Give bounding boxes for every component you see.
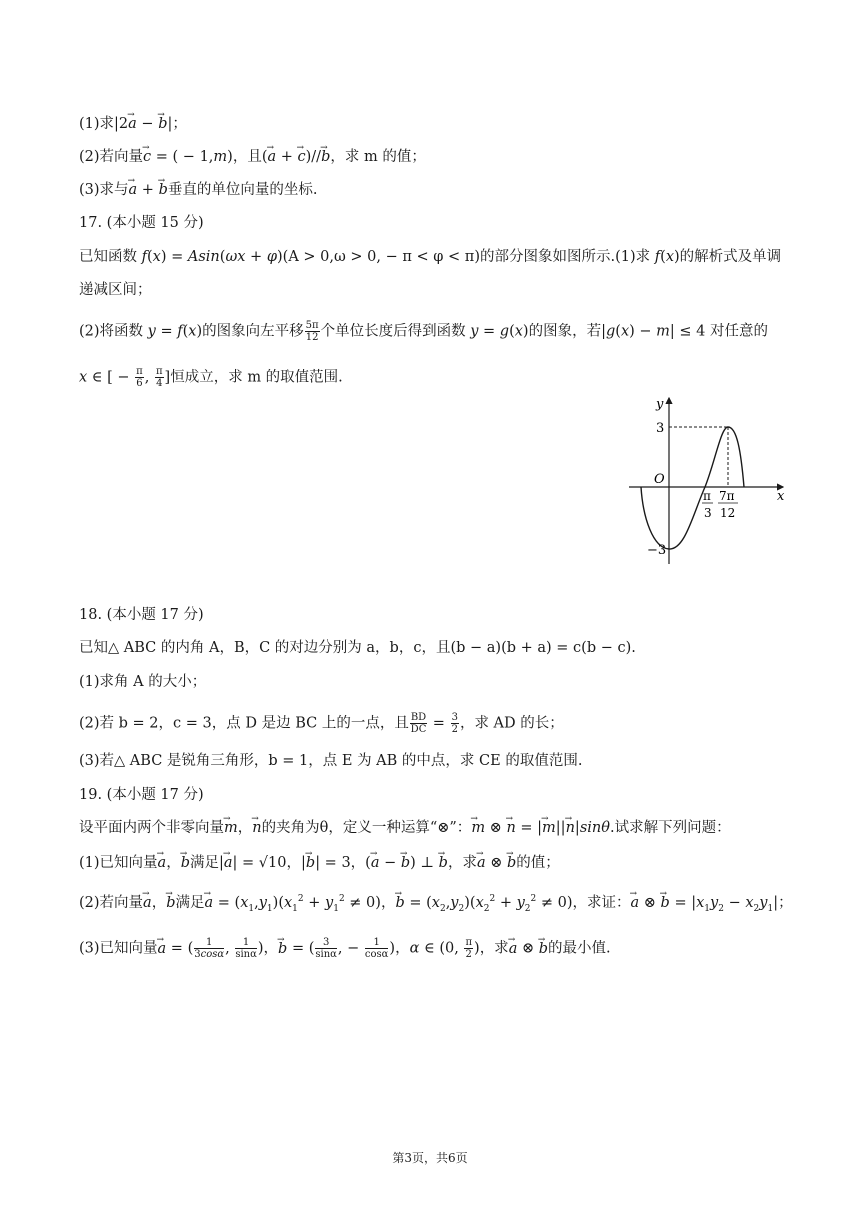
sine-curve [641,427,744,549]
q18-line3: (2)若 b = 2，c = 3，点 D 是边 BC 上的一点，且 $\frac{BD}{DC}$ = $\frac{3}{2}$ ，求 AD 的长； [79,712,564,735]
q17-line2: 递减区间； [79,282,152,298]
q19-line3: (2)若向量→ a，→ b满足→ $a = (x_1,y_1)(x_1^2 + y_1^2 \ne 0)$，→ $b = (x_2,y_2)(x_2^2 + y_2^2 \ne 0)$，求证：→ a ⊗ → $b = |x_1y_2 - x_2y_1|$； [79,893,793,913]
q19-line4: (3)已知向量→ a = ( $\frac{1}{3\cos\alpha}$ , $\frac{1}{\sin\alpha}$ )，→ b = ( $\frac{3}{\sin\alpha}$ , − $\frac{1}{\cos\alpha}$ )，α ∈ (0, $\frac{\pi}{2}$ )，求→ a ⊗ → b的最小值. [79,937,611,960]
q16-part2: (2)若向量→ c = ( − 1,m)，且(→ a + → c)//→ b，求 m 的值； [79,147,426,167]
page-footer: 第3页，共6页 [392,1151,468,1165]
y-axis-label: y [656,397,664,412]
q19-line1: 设平面内两个非零向量→ m，→ n的夹角为θ，定义一种运算“⊗”：→ m ⊗ → n = |→ m||→ n|sinθ.试求解下列问题： [79,818,731,838]
y-min-label: −3 [647,543,667,558]
q16-part3: (3)求与→ a + → b垂直的单位向量的坐标. [79,180,317,200]
x-axis-label: x [777,489,785,504]
origin-label: O [654,472,665,487]
q18-line4: (3)若△ ABC 是锐角三角形，b = 1，点 E 为 AB 的中点，求 CE 的取值范围. [79,753,583,769]
tick-pi-3-num: π [703,489,711,503]
q19-heading: 19. (本小题 17 分) [79,787,204,803]
q18-heading: 18. (本小题 17 分) [79,607,204,623]
q18-line2: (1)求角 A 的大小； [79,674,207,690]
q17-line1: 已知函数 f(x) = Asin(ωx + φ)(A > 0,ω > 0, − π < φ < π)的部分图象如图所示.(1)求 f(x)的解析式及单调 [79,249,782,265]
q16-part1: (1)求|2→ a − → b|； [79,114,187,134]
q17-line4: x ∈ [ − $\frac{\pi}{6}$ , $\frac{\pi}{4}$ ]恒成立，求 m 的取值范围. [79,366,343,389]
q17-line3: (2)将函数 y = f(x)的图象向左平移 $\frac{5\pi}{12}$ 个单位长度后得到函数 y = g(x)的图象，若|g(x) − m| ≤ 4 对任意的 [79,320,769,343]
tick-7pi-12-num: 7π [719,489,735,503]
y-max-label: 3 [656,421,665,436]
q19-line2: (1)已知向量→ a，→ b满足|→ a| = √10，|→ b| = 3，(→ a − → b) ⊥ → b，求→ a ⊗ → b的值； [79,853,560,873]
q17-heading: 17. (本小题 15 分) [79,215,204,231]
tick-pi-3-den: 3 [704,506,712,520]
function-graph [625,392,795,568]
tick-7pi-12-den: 12 [720,506,736,520]
q18-line1: 已知△ ABC 的内角 A，B，C 的对边分别为 a，b，c，且(b − a)(b + a) = c(b − c). [79,640,636,656]
